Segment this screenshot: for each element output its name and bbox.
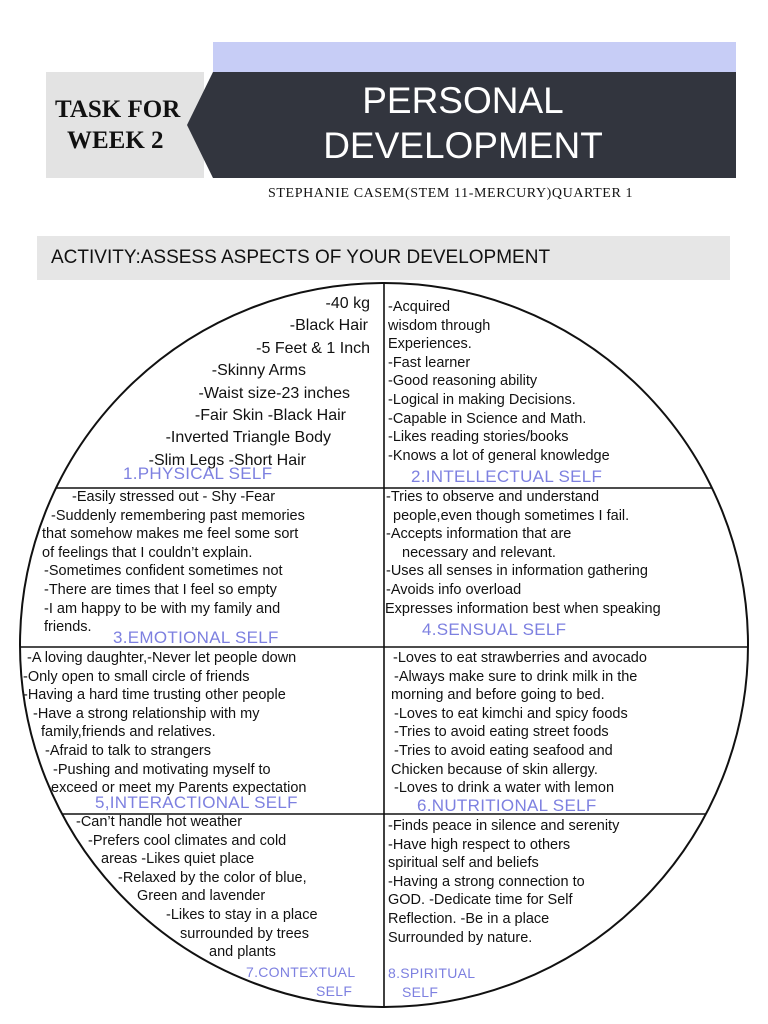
list-item: Expresses information best when speaking <box>385 600 661 617</box>
list-item: Surrounded by nature. <box>388 929 533 946</box>
interactional-self-list <box>23 649 307 798</box>
list-item: that somehow makes me feel some sort <box>42 526 299 543</box>
list-item: -Sometimes confident sometimes not <box>44 563 283 580</box>
list-item: -Inverted Triangle Body <box>165 429 331 447</box>
list-item: -Accepts information that are <box>386 526 572 543</box>
title-line-1: PERSONAL <box>362 80 564 121</box>
list-item: -Waist size-23 inches <box>198 384 350 402</box>
list-item: -Acquired <box>388 299 451 315</box>
spiritual-self-list <box>388 817 619 947</box>
label-line: 8.SPIRITUAL <box>388 965 476 981</box>
nutritional-self-label: 6.NUTRITIONAL SELF <box>417 796 597 815</box>
list-item: areas -Likes quiet place <box>101 851 255 868</box>
list-item: -Slim Legs -Short Hair <box>148 451 306 469</box>
physical-self-label: 1.PHYSICAL SELF <box>123 464 273 483</box>
sensual-self-list <box>386 488 661 618</box>
list-item: -Relaxed by the color of blue, <box>118 869 307 886</box>
author-subtitle: STEPHANIE CASEM(STEM 11-MERCURY)QUARTER 1 <box>268 186 634 201</box>
spiritual-self-label <box>388 964 475 1002</box>
list-item: -Finds peace in silence and serenity <box>388 818 620 834</box>
list-item: -Loves to eat strawberries and avocado <box>393 650 647 666</box>
list-item: -Likes to stay in a place <box>166 906 318 923</box>
activity-title: ACTIVITY:ASSESS ASPECTS OF YOUR DEVELOPMENT <box>51 247 551 268</box>
list-item: -Loves to drink a water with lemon <box>394 780 615 797</box>
list-item: morning and before going to bed. <box>391 687 605 704</box>
list-item: -Suddenly remembering past memories <box>51 507 305 524</box>
list-item: -Having a hard time trusting other people <box>23 687 286 704</box>
task-line-2: WEEK 2 <box>67 127 164 154</box>
list-item: family,friends and relatives. <box>41 724 216 741</box>
label-line: SELF <box>402 984 439 1000</box>
physical-self-list <box>149 293 370 472</box>
task-line-1: TASK FOR <box>55 96 181 123</box>
list-item: -Good reasoning ability <box>388 373 538 390</box>
list-item: -Prefers cool climates and cold <box>88 832 287 849</box>
emotional-self-label: 3.EMOTIONAL SELF <box>113 628 279 647</box>
list-item: -Tries to avoid eating seafood and <box>394 742 613 759</box>
list-item: Experiences. <box>388 336 472 353</box>
sensual-self-label: 4.SENSUAL SELF <box>422 620 567 639</box>
list-item: -Fast learner <box>388 354 471 371</box>
list-item: -Have high respect to others <box>388 836 571 853</box>
list-item: -Skinny Arms <box>211 362 306 380</box>
list-item: people,even though sometimes I fail. <box>393 507 630 524</box>
intellectual-self-label: 2.INTELLECTUAL SELF <box>411 467 603 486</box>
list-item: -Logical in making Decisions. <box>388 391 576 408</box>
list-item: Chicken because of skin allergy. <box>391 761 598 778</box>
list-item: -Capable in Science and Math. <box>388 410 587 427</box>
contextual-self-label <box>246 963 355 1001</box>
list-item: -Loves to eat kimchi and spicy foods <box>394 705 628 722</box>
nutritional-self-list <box>391 649 647 798</box>
list-item: -I am happy to be with my family and <box>44 600 281 617</box>
list-item: -Afraid to talk to strangers <box>45 742 212 759</box>
list-item: Reflection. -Be in a place <box>388 910 550 927</box>
label-line: 7.CONTEXTUAL <box>246 964 356 980</box>
list-item: necessary and relevant. <box>402 544 556 561</box>
list-item: and plants <box>209 944 276 961</box>
list-item: -Tries to avoid eating street foods <box>394 724 609 741</box>
intellectual-self-list <box>388 298 610 465</box>
list-item: -Knows a lot of general knowledge <box>388 447 610 464</box>
list-item: spiritual self and beliefs <box>388 855 539 872</box>
list-item: -A loving daughter,-Never let people down <box>27 650 297 666</box>
list-item: -Likes reading stories/books <box>388 429 569 446</box>
list-item: -Black Hair <box>289 317 368 335</box>
list-item: -Fair Skin -Black Hair <box>194 407 346 425</box>
interactional-self-label: 5,INTERACTIONAL SELF <box>95 793 298 812</box>
list-item: friends. <box>44 619 92 636</box>
title-line-2: DEVELOPMENT <box>323 125 603 166</box>
list-item: -There are times that I feel so empty <box>44 581 277 598</box>
list-item: -Uses all senses in information gathering <box>386 563 648 580</box>
contextual-self-list <box>76 813 318 962</box>
list-item: -40 kg <box>325 295 370 312</box>
list-item: -Can’t handle hot weather <box>76 814 243 830</box>
list-item: of feelings that I couldn’t explain. <box>42 544 253 561</box>
label-line: SELF <box>316 983 353 999</box>
list-item: -Have a strong relationship with my <box>33 705 260 722</box>
emotional-self-list <box>42 488 305 637</box>
list-item: -5 Feet & 1 Inch <box>256 339 370 357</box>
list-item: wisdom through <box>388 317 491 334</box>
list-item: -Always make sure to drink milk in the <box>394 668 638 685</box>
list-item: -Easily stressed out - Shy -Fear <box>72 489 276 505</box>
list-item: -Tries to observe and understand <box>386 489 600 505</box>
list-item: GOD. -Dedicate time for Self <box>388 892 573 909</box>
list-item: Green and lavender <box>137 888 266 905</box>
list-item: -Pushing and motivating myself to <box>53 761 271 778</box>
list-item: -Only open to small circle of friends <box>23 668 250 685</box>
list-item: surrounded by trees <box>180 925 309 942</box>
list-item: -Having a strong connection to <box>388 873 585 890</box>
list-item: -Avoids info overload <box>386 581 522 598</box>
list-item: exceed or meet my Parents expectation <box>51 780 307 797</box>
